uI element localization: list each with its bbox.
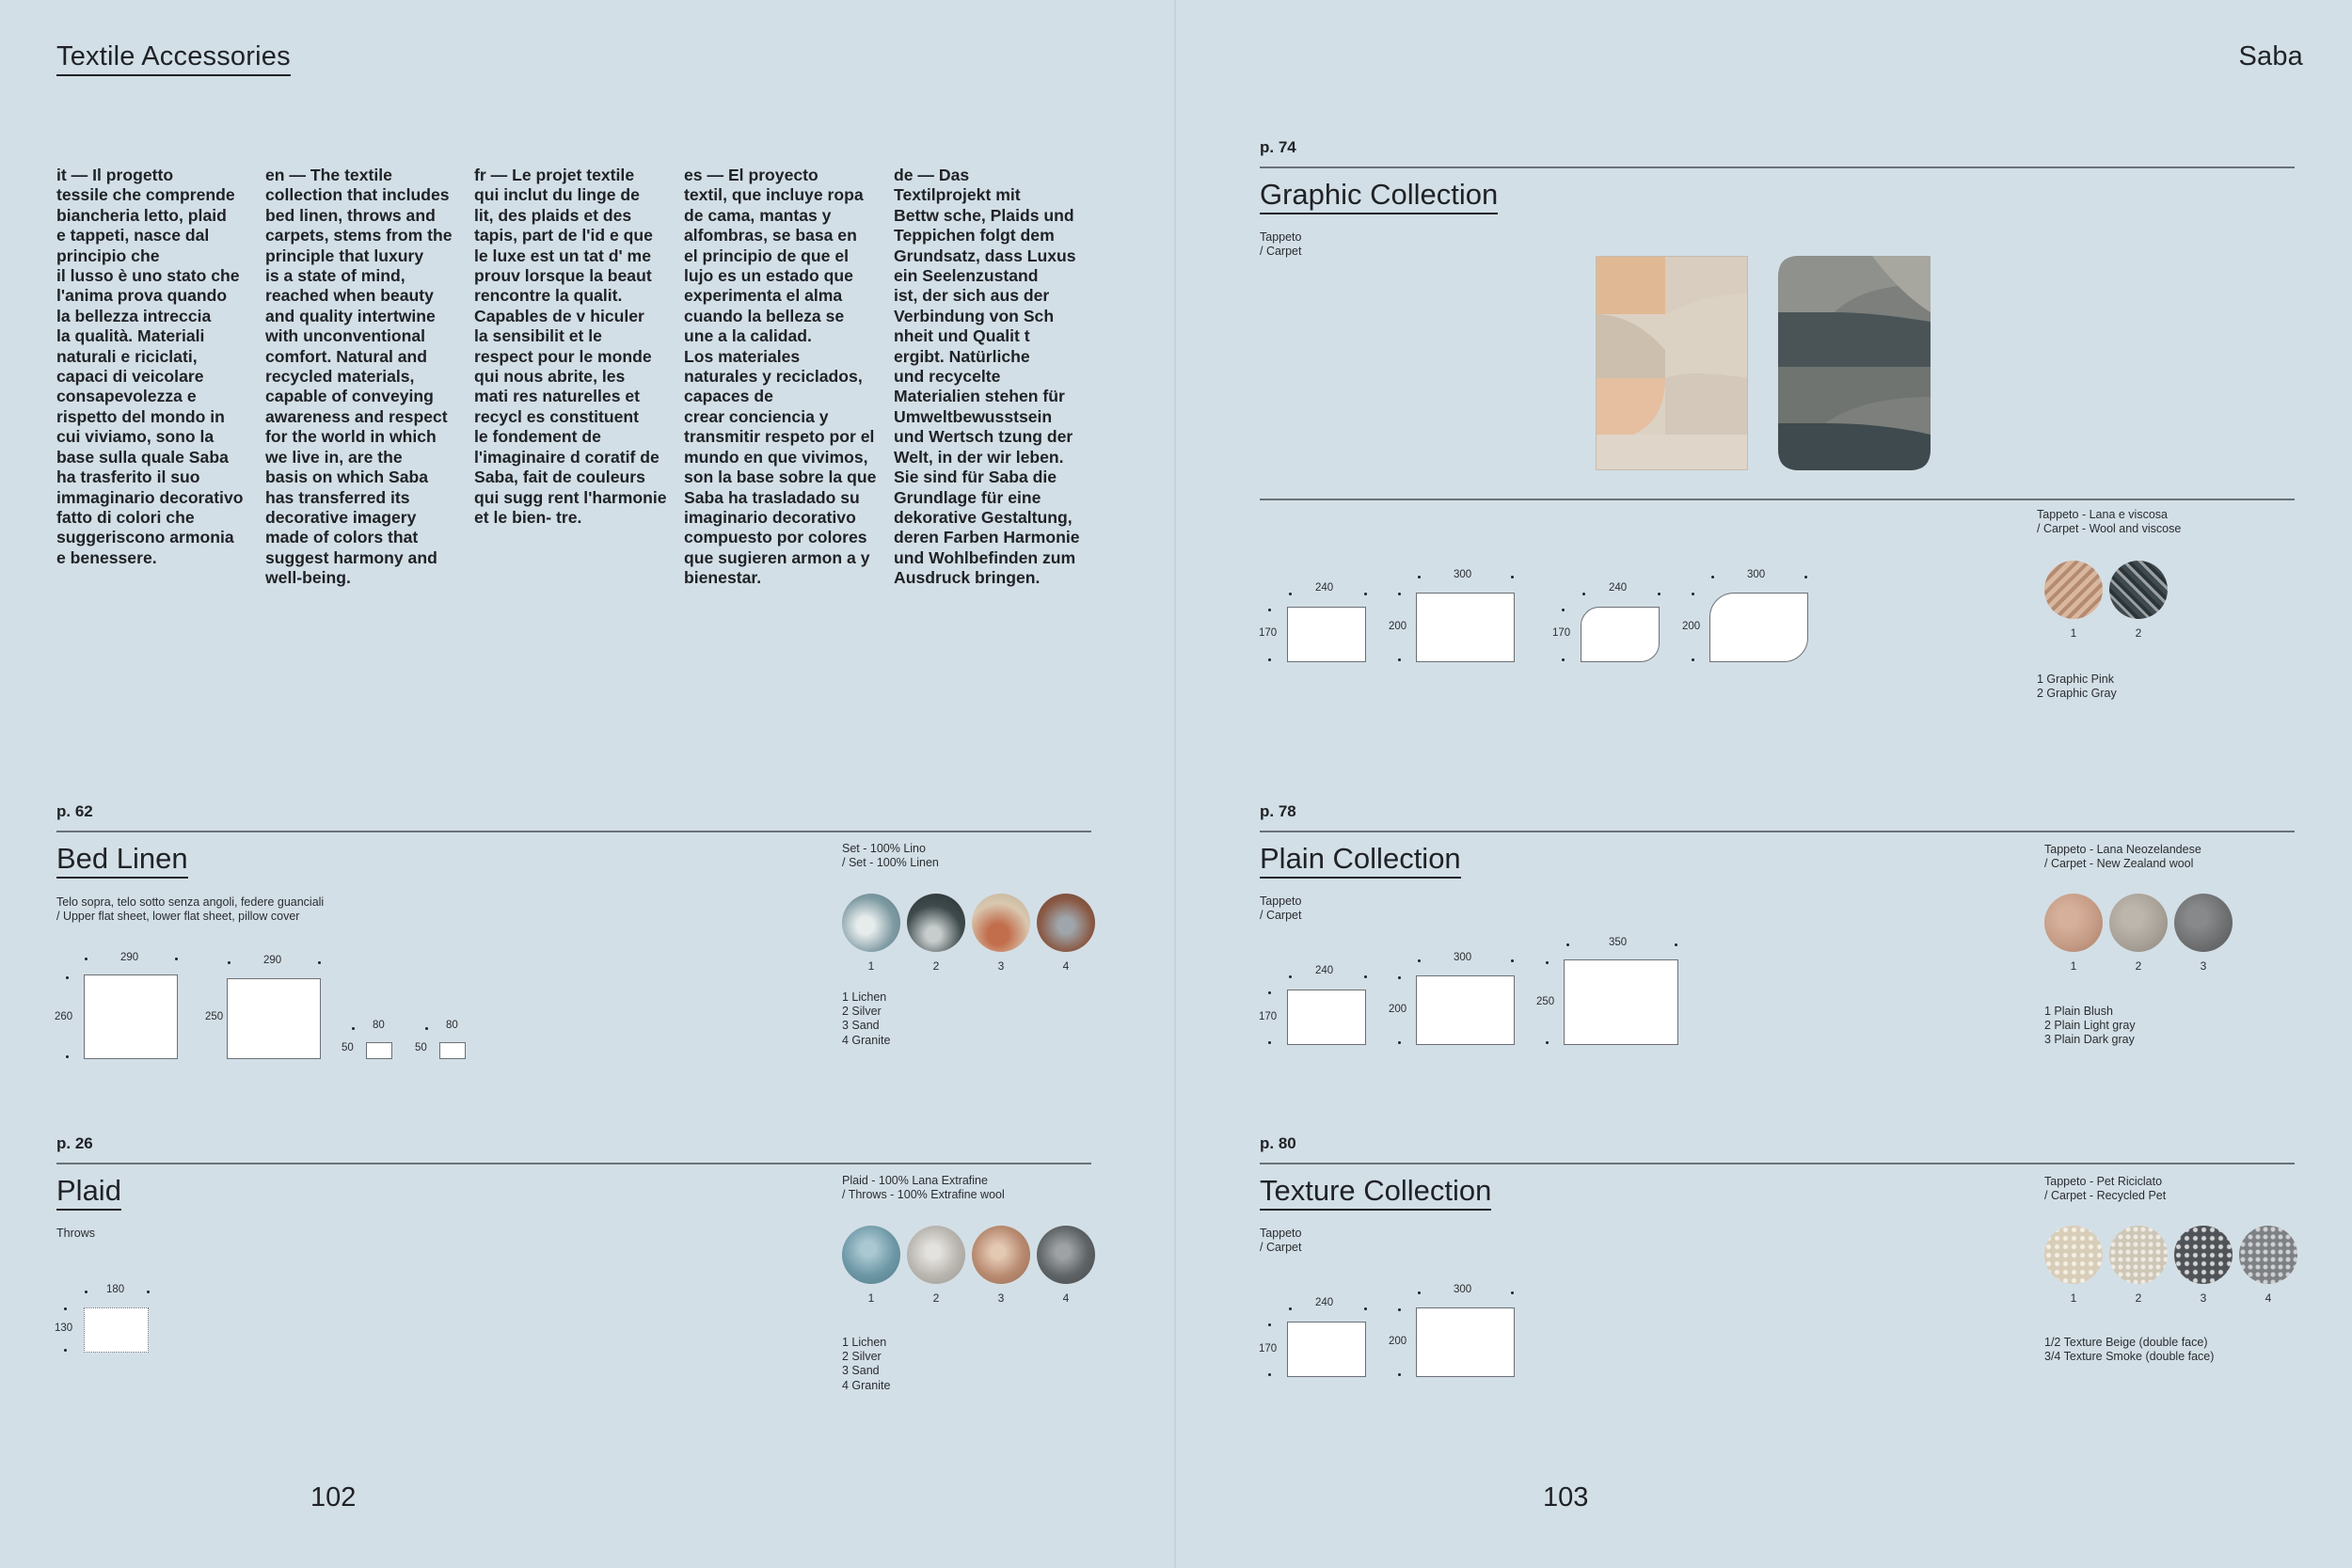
legend-item: 2 Silver — [842, 1350, 882, 1364]
material-text: Tappeto - Pet Riciclato / Carpet - Recycled Pet — [2044, 1175, 2167, 1202]
dimension-label: 80 — [373, 1020, 385, 1031]
dimension-label: 170 — [1552, 627, 1571, 639]
page-reference: p. 80 — [1260, 1134, 1296, 1152]
carpet-image-graphic-gray — [1778, 256, 1931, 470]
page-number: 103 — [1543, 1482, 1589, 1513]
legend-item: 3 Plain Dark gray — [2044, 1033, 2135, 1047]
divider — [56, 831, 1091, 832]
size-rectangle — [84, 974, 178, 1059]
swatch-label: 4 — [1062, 1291, 1070, 1305]
dimension-label: 200 — [1682, 621, 1701, 632]
dimension-label: 290 — [120, 952, 139, 963]
color-legend — [842, 990, 890, 1048]
swatch-lichen — [842, 894, 900, 952]
swatch-plain-light-gray — [2109, 894, 2168, 952]
material-text: Plaid - 100% Lana Extrafine / Throws - 100% Extrafine wool — [842, 1174, 1005, 1201]
legend-item: 2 Silver — [842, 1005, 882, 1019]
section-heading: Bed Linen — [56, 842, 188, 879]
dimension-label: 50 — [415, 1042, 427, 1053]
color-legend — [2044, 1005, 2136, 1048]
page-reference: p. 26 — [56, 1134, 93, 1152]
swatch-label: 3 — [997, 959, 1005, 973]
section-heading: Plain Collection — [1260, 842, 1461, 879]
dimension-label: 300 — [1454, 569, 1472, 580]
dimension-label: 50 — [342, 1042, 354, 1053]
section-title: Textile Accessories — [56, 41, 291, 76]
dimension-label: 130 — [55, 1323, 73, 1334]
swatch-texture-beige-2 — [2109, 1226, 2168, 1284]
legend-item: 4 Granite — [842, 1378, 891, 1392]
divider — [1260, 1163, 2295, 1164]
legend-item: 3 Sand — [842, 1364, 880, 1378]
swatch-plain-dark-gray — [2174, 894, 2233, 952]
size-rectangle — [1416, 593, 1515, 662]
legend-item: 1/2 Texture Beige (double face) — [2044, 1336, 2208, 1349]
dimension-label: 300 — [1454, 1284, 1472, 1295]
swatch-granite — [1037, 894, 1095, 952]
swatch-label: 4 — [2265, 1291, 2272, 1305]
dimension-label: 200 — [1389, 621, 1407, 632]
swatch-label: 2 — [932, 1291, 940, 1305]
legend-item: 3 Sand — [842, 1019, 880, 1033]
size-rectangle — [1416, 1307, 1515, 1377]
intro-text-fr: fr — Le projet textile qui inclut du linge de lit, des plaids et des tapis, part de l'id e que le luxe est un tat d' me prouv lorsque la beaut rencontre la qualit. Capables de v hiculer la sensibilit et le respect pour le monde qui nous abrite, les mati res naturelles et recycl es constituent le fondement de l'imaginaire d coratif de Saba, fait de couleurs qui sugg rent l'harmonie et le bien- tre. — [474, 166, 667, 527]
left-page — [0, 0, 1175, 1568]
dimension-label: 240 — [1609, 582, 1628, 594]
brand-name: Saba — [2238, 41, 2303, 71]
size-rectangle — [84, 1307, 149, 1353]
swatch-label: 3 — [997, 1291, 1005, 1305]
swatch-graphic-gray — [2109, 561, 2168, 619]
section-subtitle: Tappeto / Carpet — [1260, 230, 1302, 258]
dimension-label: 300 — [1454, 952, 1472, 963]
size-rectangle — [1287, 990, 1366, 1045]
size-rectangle — [1416, 975, 1515, 1045]
section-heading: Plaid — [56, 1174, 121, 1211]
swatch-texture-smoke-4 — [2239, 1226, 2297, 1284]
dimension-label: 180 — [106, 1284, 125, 1295]
swatch-granite — [1037, 1226, 1095, 1284]
legend-item: 2 Graphic Gray — [2037, 687, 2117, 701]
swatch-label: 1 — [867, 959, 875, 973]
swatch-silver — [907, 1226, 965, 1284]
dimension-label: 250 — [205, 1011, 224, 1022]
size-rectangle — [227, 978, 321, 1059]
dimension-label: 350 — [1609, 937, 1628, 948]
swatch-label: 2 — [932, 959, 940, 973]
legend-item: 1 Lichen — [842, 1336, 887, 1349]
swatch-label: 2 — [2135, 626, 2142, 640]
size-rectangle — [439, 1042, 466, 1059]
swatch-label: 1 — [867, 1291, 875, 1305]
swatch-label: 1 — [2070, 626, 2077, 640]
section-subtitle: Tappeto / Carpet — [1260, 895, 1302, 922]
swatch-lichen — [842, 1226, 900, 1284]
section-heading: Graphic Collection — [1260, 178, 1498, 214]
carpet-image-graphic-pink — [1596, 256, 1748, 470]
swatch-sand — [972, 894, 1030, 952]
dimension-label: 290 — [263, 955, 282, 966]
page-reference: p. 62 — [56, 802, 93, 820]
dimension-label: 240 — [1315, 582, 1334, 594]
section-subtitle: Telo sopra, telo sotto senza angoli, federe guanciali / Upper flat sheet, lower flat sheet, pillow cover — [56, 895, 325, 923]
swatch-label: 4 — [1062, 959, 1070, 973]
material-text: Tappeto - Lana e viscosa / Carpet - Wool and viscose — [2037, 508, 2182, 535]
page-number: 102 — [310, 1482, 357, 1513]
divider — [56, 1163, 1091, 1164]
dimension-label: 170 — [1259, 1011, 1278, 1022]
color-legend — [842, 1336, 890, 1393]
section-heading: Texture Collection — [1260, 1174, 1491, 1211]
dimension-label: 200 — [1389, 1336, 1407, 1347]
material-text: Set - 100% Lino / Set - 100% Linen — [842, 842, 939, 869]
page-reference: p. 74 — [1260, 138, 1296, 156]
legend-item: 1 Plain Blush — [2044, 1005, 2113, 1018]
intro-text-en: en — The textile collection that includes bed linen, throws and carpets, stems from the principle that luxury is a state of mind, reached when beauty and quality intertwine with unconventional comfort. Natural and recycled materials, capable of conveying awareness and respect for the world in which we live in, are the basis on which Saba has transferred its decorative imagery made of colors that suggest harmony and well-being. — [265, 166, 453, 588]
legend-item: 3/4 Texture Smoke (double face) — [2044, 1350, 2215, 1364]
swatch-texture-beige-1 — [2044, 1226, 2103, 1284]
swatch-label: 1 — [2070, 959, 2077, 973]
legend-item: 1 Lichen — [842, 990, 887, 1004]
dimension-label: 250 — [1536, 996, 1555, 1007]
intro-text-it: it — Il progetto tessile che comprende biancheria letto, plaid e tappeti, nasce dal principio che il lusso è uno stato che l'anima prova quando la bellezza intreccia la qualità. Materiali naturali e riciclati, capaci di veicolare consapevolezza e rispetto del mondo in cui viviamo, sono la base sulla quale Saba ha trasferito il suo immaginario decorativo fatto di colori che suggeriscono armonia e benessere. — [56, 166, 244, 567]
dimension-label: 260 — [55, 1011, 73, 1022]
swatch-label: 3 — [2200, 959, 2207, 973]
right-page — [1176, 0, 2352, 1568]
swatch-plain-blush — [2044, 894, 2103, 952]
page-reference: p. 78 — [1260, 802, 1296, 820]
size-rectangle — [1287, 607, 1366, 662]
dimension-label: 300 — [1747, 569, 1766, 580]
dimension-label: 80 — [446, 1020, 458, 1031]
size-rectangle — [1287, 1322, 1366, 1377]
size-rectangle — [1564, 959, 1678, 1045]
divider — [1260, 831, 2295, 832]
color-legend — [2037, 673, 2117, 701]
dimension-label: 200 — [1389, 1004, 1407, 1015]
swatch-texture-smoke-3 — [2174, 1226, 2233, 1284]
material-text: Tappeto - Lana Neozelandese / Carpet - New Zealand wool — [2044, 843, 2201, 870]
swatch-graphic-pink — [2044, 561, 2103, 619]
intro-text-de: de — Das Textilprojekt mit Bettw sche, Plaids und Teppichen folgt dem Grundsatz, dass Luxus ein Seelenzustand ist, der sich aus der Verbindung von Sch nheit und Qualit t ergibt. Natürliche und recycelte Materialien stehen für Umweltbewusstsein und Wertsch tzung der Welt, in der wir leben. Sie sind für Saba die Grundlage für eine dekorative Gestaltung, deren Farben Harmonie und Wohlbefinden zum Ausdruck bringen. — [894, 166, 1080, 588]
swatch-label: 2 — [2135, 1291, 2142, 1305]
dimension-label: 240 — [1315, 1297, 1334, 1308]
legend-item: 4 Granite — [842, 1033, 891, 1047]
size-rectangle-shaped — [1709, 593, 1808, 662]
intro-text-es: es — El proyecto textil, que incluye ropa de cama, mantas y alfombras, se basa en el principio de que el lujo es un estado que experimenta el alma cuando la belleza se une a la calidad. Los materiales naturales y reciclados, capaces de crear conciencia y transmitir respeto por el mundo en que vivimos, son la base sobre la que Saba ha trasladado su imaginario decorativo compuesto por colores que sugieren armon a y bienestar. — [684, 166, 877, 588]
swatch-label: 1 — [2070, 1291, 2077, 1305]
legend-item: 1 Graphic Pink — [2037, 673, 2114, 686]
dimension-label: 240 — [1315, 965, 1334, 976]
divider — [1260, 499, 2295, 500]
color-legend — [2044, 1336, 2214, 1364]
size-rectangle-shaped — [1581, 607, 1660, 662]
dimension-label: 170 — [1259, 1343, 1278, 1354]
swatch-label: 3 — [2200, 1291, 2207, 1305]
swatch-label: 2 — [2135, 959, 2142, 973]
swatch-silver — [907, 894, 965, 952]
legend-item: 2 Plain Light gray — [2044, 1019, 2136, 1033]
dimension-label: 170 — [1259, 627, 1278, 639]
swatch-sand — [972, 1226, 1030, 1284]
divider — [1260, 166, 2295, 168]
size-rectangle — [366, 1042, 392, 1059]
section-subtitle: Throws — [56, 1227, 95, 1240]
section-subtitle: Tappeto / Carpet — [1260, 1227, 1302, 1254]
